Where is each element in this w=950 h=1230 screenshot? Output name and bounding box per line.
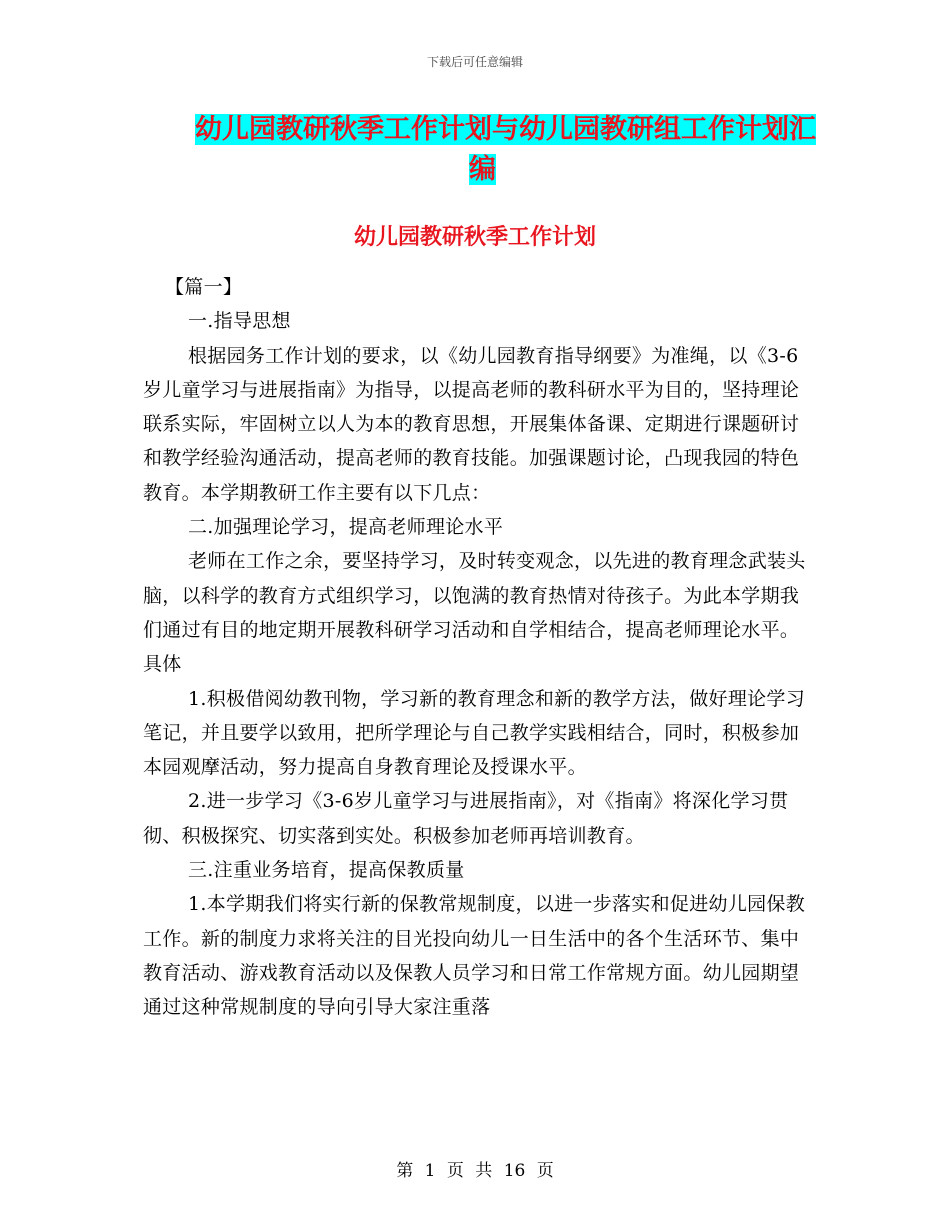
document-title — [195, 110, 816, 190]
section-title: 幼儿园教研秋季工作计划 — [353, 224, 596, 250]
list-item-1: 1.积极借阅幼教刊物，学习新的教育理念和新的教学方法，做好理论学习笔记，并且要学以致用，把所学理论与自己教学实践相结合，同时，积极参加本园观摩活动，努力提高自身教育理论及授课水平。 — [143, 687, 806, 779]
page-number: 第 1 页 共 16 页 — [396, 1161, 554, 1181]
document-title-line-1: 幼儿园教研秋季工作计划与幼儿园教研组工作计划汇 — [195, 114, 816, 145]
paragraph-guiding-ideology: 根据园务工作计划的要求，以《幼儿园教育指导纲要》为准绳，以《3-6岁儿童学习与进展指南》为指导，以提高老师的教科研水平为目的，坚持理论联系实际，牢固树立以人为本的教育思想，开展集体备课、定期进行课题研讨和教学经验沟通活动，提高老师的教育技能。加强课题讨论，凸现我园的特色教育。本学期教研工作主要有以下几点： — [143, 344, 800, 504]
list-item-2: 2.进一步学习《3-6岁儿童学习与进展指南》，对《指南》将深化学习贯彻、积极探究、切实落到实处。积极参加老师再培训教育。 — [143, 790, 789, 847]
document-body — [143, 270, 811, 1025]
header-note: 下载后可任意编辑 — [426, 55, 523, 69]
section-heading-theory-study: 二.加强理论学习，提高老师理论水平 — [188, 516, 504, 539]
section-heading-guiding-ideology: 一.指导思想 — [188, 310, 291, 333]
document-title-line-2: 编 — [469, 154, 496, 185]
paragraph-theory-study: 老师在工作之余，要坚持学习，及时转变观念，以先进的教育理念武装头脑，以科学的教育方式组织学习，以饱满的教育热情对待孩子。为此本学期我们通过有目的地定期开展教科研学习活动和自学相结合，提高老师理论水平。具体 — [143, 550, 806, 676]
paragraph-business-training: 1.本学期我们将实行新的保教常规制度，以进一步落实和促进幼儿园保教工作。新的制度力求将关注的目光投向幼儿一日生活中的各个生活环节、集中教育活动、游戏教育活动以及保教人员学习和日常工作常规方面。幼儿园期望通过这种常规制度的导向引导大家注重落 — [143, 893, 806, 1019]
section-heading-business-training: 三.注重业务培育，提高保教质量 — [188, 859, 465, 882]
chapter-label: 【篇一】 — [165, 276, 243, 298]
